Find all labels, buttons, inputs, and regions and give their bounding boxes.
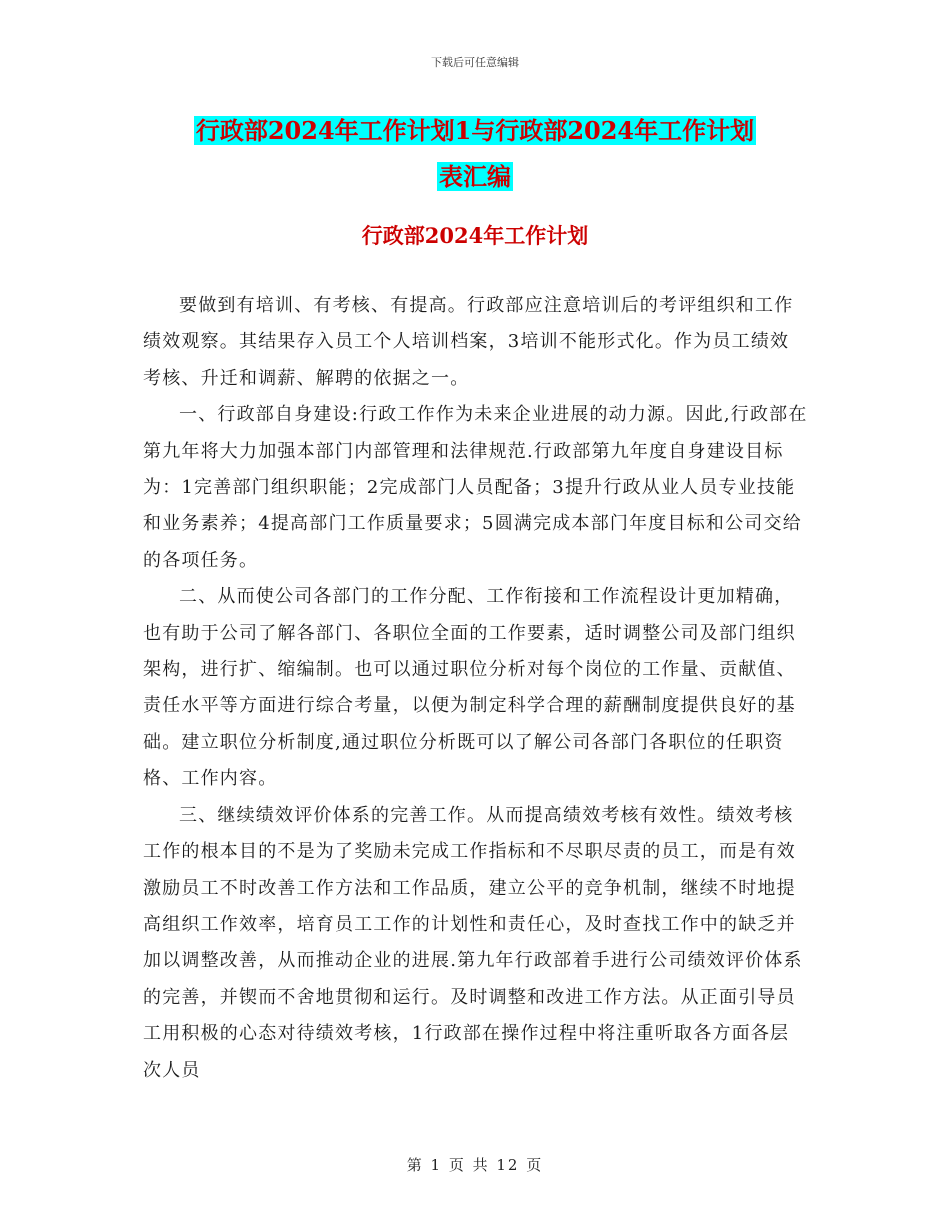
paragraph: 三、继续绩效评价体系的完善工作。从而提高绩效考核有效性。绩效考核工作的根本目的不是为了奖励未完成工作指标和不尽职尽责的员工，而是有效激励员工不时改善工作方法和工作品质，建立公平的竞争机制，继续不时地提高组织工作效率，培育员工工作的计划性和责任心，及时查找工作中的缺乏并加以调整改善，从而推动企业的进展.第九年行政部着手进行公司绩效评价体系的完善，并锲而不舍地贯彻和运行。及时调整和改进工作方法。从正面引导员工用积极的心态对待绩效考核，1行政部在操作过程中将注重听取各方面各层次人员	[143, 804, 803, 1081]
page-footer: 第 1 页 共 12 页	[406, 1156, 544, 1174]
document-title	[0, 108, 950, 200]
paragraph: 二、从而使公司各部门的工作分配、工作衔接和工作流程设计更加精确，也有助于公司了解各部门、各职位全面的工作要素，适时调整公司及部门组织架构，进行扩、缩编制。也可以通过职位分析对每个岗位的工作量、贡献值、责任水平等方面进行综合考量，以便为制定科学合理的薪酬制度提供良好的基础。建立职位分析制度,通过职位分析既可以了解公司各部门各职位的任职资格、工作内容。	[143, 586, 796, 790]
document-title-line-1: 行政部2024年工作计划1与行政部2024年工作计划	[195, 116, 755, 145]
header-note: 下载后可任意编辑	[431, 56, 519, 69]
paragraph: 要做到有培训、有考核、有提高。行政部应注意培训后的考评组织和工作绩效观察。其结果存入员工个人培训档案，3培训不能形式化。作为员工绩效考核、升迁和调薪、解聘的依据之一。	[143, 295, 794, 389]
paragraph: 一、行政部自身建设:行政工作作为未来企业进展的动力源。因此,行政部在第九年将大力加强本部门内部管理和法律规范.行政部第九年度自身建设目标为：1完善部门组织职能；2完成部门人员配备；3提升行政从业人员专业技能和业务素养；4提高部门工作质量要求；5圆满完成本部门年度目标和公司交给的各项任务。	[143, 404, 808, 571]
section-heading: 行政部2024年工作计划	[361, 223, 589, 248]
document-body	[143, 288, 808, 1089]
document-title-line-2: 表汇编	[439, 162, 511, 191]
